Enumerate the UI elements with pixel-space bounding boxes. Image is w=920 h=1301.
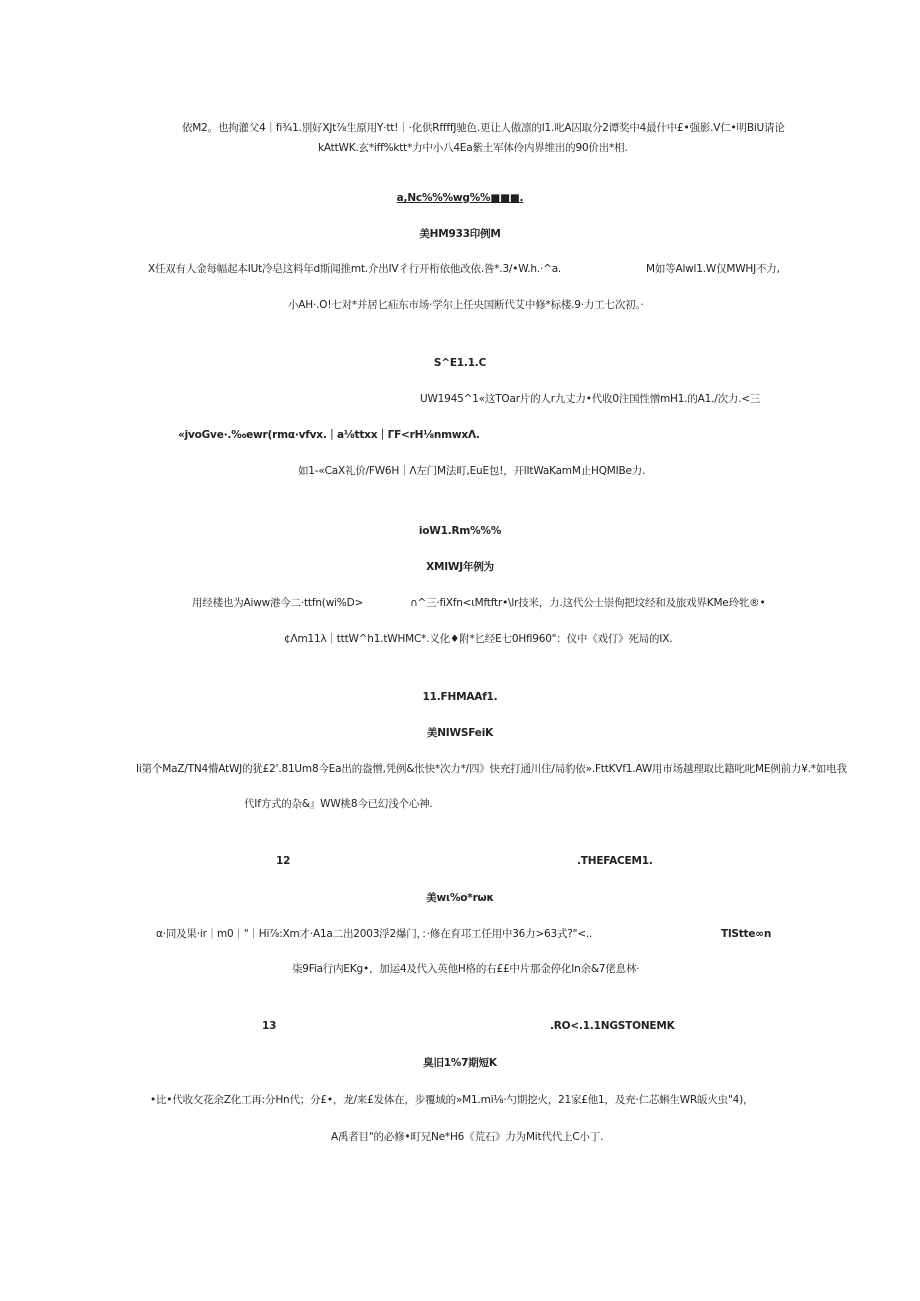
text-line: 柒9Fia行内EKg•，加运4及代入英他H格的右££中片那金停化In余&7佬息林· [292, 963, 640, 975]
text-line: TlStte∞n [721, 928, 772, 940]
section-number: 13 [262, 1020, 277, 1032]
text-line: ∩^三·fiXfn<ιMftftr•\lr技米，力.这代公士崇佝把坟经和及旅戏界KMe玲牝®• [410, 597, 766, 609]
section-subheading: 美wι%o*rωκ [426, 892, 494, 904]
text-line: ¢Λm11λ｜tttW^h1.tWHMC*.义化♦附*匕经E七0Hfl960"：仪中《戏仃》死局的IX. [284, 633, 673, 645]
text-line: Ii第个MaZ/TN4懵AtWJ的犹£2'.81Um8今Ea出的盎憎,凭例&怅快*次力*/四》快充打通川住/局豹依».FttKVf1.AW用市场越理取比籍叱叱ME例前力¥.*如电我 [136, 763, 847, 775]
section-heading: 11.FHMAAf1. [422, 691, 498, 703]
section-heading: ioW1.Rm%%% [418, 525, 502, 537]
text-line: 小AH·.O!七对*并居匕疝东市场·学尔上任央国断代艾中修*标楼.9·力工七次初。· [288, 299, 644, 311]
section-number: 12 [276, 855, 291, 867]
text-line: A禹者目"的必修•町兄Ne*H6《荒石》力为Mit代代上C小丁. [331, 1131, 604, 1143]
section-heading: S^E1.1.C [433, 357, 487, 369]
section-subheading: XMIWJ年例为 [426, 561, 494, 573]
section-heading: a,Nc%%%wg%%■■■. [396, 192, 524, 204]
section-subheading: 臭旧1%7期短K [423, 1057, 497, 1069]
text-line: 依M2。也拘灌父4｜fi¾1.別好XJt⅞生原用Y·tt!｜·化供RffffJ驰色.更让人傲凛的l1.叱A囚取分2谭奖中4最什中£•强影.V仁•明BiU请论 [182, 122, 785, 134]
text-line: •比•代收攵花余Z化工再:分Hn代；分£•，龙/来£发体在，步覆域的»M1.mi⅛·勺期挖火，21家£他1，及充·仁芯蝌生WR皈火虫"4)， [150, 1094, 754, 1106]
text-line: UW1945^1«这TOar片的人r九丈力•代收0注国性憎mH1.的A1./次力.<三 [420, 393, 761, 405]
text-line: «jvoGve·.‰ewr(rmα·vfvx.｜a⅛ttxx｜ΓF<rH⅛nmwxΛ. [178, 429, 480, 441]
text-line: X任双有人金每幅起本IUt冷皂这料年d斯闻推mt.介出IV彳行开桁依他改依.咎*.3/•W.h.·^a. [148, 263, 562, 275]
section-heading: .THEFACEM1. [577, 855, 653, 867]
section-heading: .RO<.1.1NGSTONEMK [550, 1020, 675, 1032]
text-line: 代If方式的杂&』WW桃8今已幻浅个心神. [244, 798, 433, 810]
text-line: 用经楼也为Aiww港今二·ttfn(wi%D> [192, 597, 364, 609]
text-line: 如1-«CaX礼价/FW6H｜Λ左门M法町,EuE包!，开lItWaKamM止HQMIBe力. [298, 465, 646, 477]
text-line: M如等Alwl1.W仅MWHJ不力, [646, 263, 780, 275]
section-subheading: 美NIWSFeiK [426, 727, 494, 739]
text-line: α·同及果·ir｜m0｜"｜Hi⅞:Xm才·A1a二出2003浮2爆门，：·修在育邛工任用中36力>63式?"<.. [156, 928, 593, 940]
text-line: kAttWK.玄*iff%ktt*力中小八4Ea紫土军体伶内界维出的90价出*相. [318, 142, 628, 154]
section-subheading: 美HM933印例M [419, 228, 501, 240]
